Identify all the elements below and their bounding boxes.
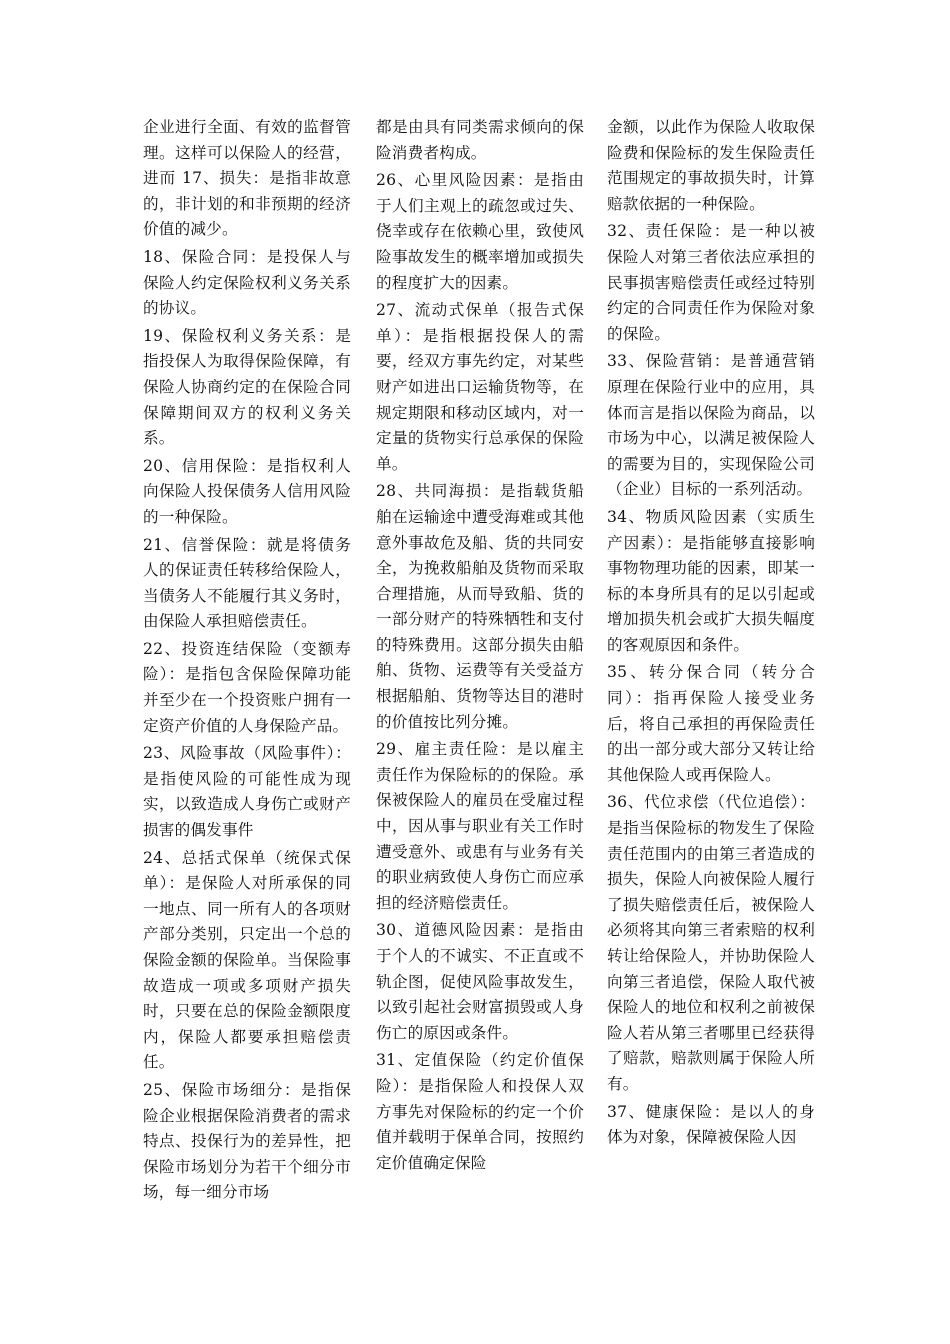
paragraph: 29、雇主责任险：是以雇主责任作为保险标的的保险。承保被保险人的雇员在受雇过程中，因从事与职业有关工作时遭受意外、或患有与业务有关的职业病致使人身伤亡而应承担的经济赔偿责任。 xyxy=(376,740,584,912)
paragraph: 22、投资连结保险（变额寿险）：是指包含保险保障功能并至少在一个投资账户拥有一定资产价值的人身保险产品。 xyxy=(143,639,351,735)
paragraph: 23、风险事故（风险事件）：是指使风险的可能性成为现实，以致造成人身伤亡或财产损害的偶发事件 xyxy=(143,744,351,840)
text-column-2 xyxy=(376,115,584,1178)
paragraph: 34、物质风险因素（实质生产因素）：是指能够直接影响事物物理功能的因素，即某一标的本身所具有的足以引起或增加损失机会或扩大损失幅度的客观原因和条件。 xyxy=(607,507,815,654)
paragraph: 37、健康保险：是以人的身体为对象，保障被保险人因 xyxy=(607,1102,815,1147)
paragraph: 19、保险权利义务关系：是指投保人为取得保险保障，有保险人协商约定的在保险合同保障期间双方的权利义务关系。 xyxy=(143,326,351,448)
paragraph: 35、转分保合同（转分合同）：指再保险人接受业务后，将自己承担的再保险责任的出一部分或大部分又转让给其他保险人或再保险人。 xyxy=(607,663,815,784)
paragraph: 36、代位求偿（代位追偿）：是指当保险标的物发生了保险责任范围内的由第三者造成的损失，保险人向被保险人履行了损失赔偿责任后，被保险人必须将其向第三者索赔的权利转让给保险人，并协助保险人向第三者追偿，保险人取代被保险人的地位和权利之前被保险人若从第三者哪里已经获得了赔款，赔款则属于保险人所有。 xyxy=(607,793,815,1093)
paragraph: 20、信用保险：是指权利人向保险人投保债务人信用风险的一种保险。 xyxy=(143,456,351,526)
text-column-3 xyxy=(607,115,815,1153)
paragraph: 30、道德风险因素：是指由于个人的不诚实、不正直或不轨企图，促使风险事故发生，以致引起社会财富损毁或人身伤亡的原因或条件。 xyxy=(376,921,584,1042)
text-column-1 xyxy=(143,115,351,1208)
paragraph: 26、心里风险因素：是指由于人们主观上的疏忽或过失、侥幸或存在依赖心里，致使风险事故发生的概率增加或损失的程度扩大的因素。 xyxy=(376,171,584,292)
paragraph: 金额，以此作为保险人收取保险费和保险标的发生保险责任范围规定的事故损失时，计算赔款依据的一种保险。 xyxy=(607,118,815,213)
paragraph: 32、责任保险：是一种以被保险人对第三者依法应承担的民事损害赔偿责任或经过特别约定的合同责任作为保险对象的保险。 xyxy=(607,222,815,343)
paragraph: 25、保险市场细分：是指保险企业根据保险消费者的需求特点、投保行为的差异性，把保险市场划分为若干个细分市场，每一细分市场 xyxy=(143,1080,351,1202)
paragraph: 企业进行全面、有效的监督管理。这样可以保险人的经营，进而 17、损失：是指非故意的，非计划的和非预期的经济价值的减少。 xyxy=(143,118,351,239)
paragraph: 都是由具有同类需求倾向的保险消费者构成。 xyxy=(376,118,584,162)
paragraph: 24、总括式保单（统保式保单）：是保险人对所承保的同一地点、同一所有人的各项财产部分类别，只定出一个总的保险金额的保险单。当保险事故造成一项或多项财产损失时，只要在总的保险金额限度内，保险人都要承担赔偿责任。 xyxy=(143,848,351,1072)
paragraph: 33、保险营销：是普通营销原理在保险行业中的应用，具体而言是指以保险为商品，以市场为中心，以满足被保险人的需要为目的，实现保险公司（企业）目标的一系列活动。 xyxy=(607,352,815,499)
paragraph: 21、信誉保险：就是将债务人的保证责任转移给保险人，当债务人不能履行其义务时，由保险人承担赔偿责任。 xyxy=(143,535,351,631)
paragraph: 18、保险合同：是投保人与保险人约定保险权利义务关系的协议。 xyxy=(143,247,351,318)
paragraph: 31、定值保险（约定价值保险）：是指保险人和投保人双方事先对保险标的约定一个价值并载明于保单合同，按照约定价值确定保险 xyxy=(376,1051,584,1172)
paragraph: 28、共同海损：是指载货船舶在运输途中遭受海难或其他意外事故危及船、货的共同安全，为挽救船舶及货物而采取合理措施，从而导致船、货的一部分财产的特殊牺牲和支付的特殊费用。这部分损失由船舶、货物、运费等有关受益方根据船舶、货物等达目的港时的价值按比列分摊。 xyxy=(376,482,584,731)
paragraph: 27、流动式保单（报告式保单）：是指根据投保人的需要，经双方事先约定，对某些财产如进出口运输货物等，在规定期限和移动区域内，对一定量的货物实行总承保的保险单。 xyxy=(376,301,584,473)
